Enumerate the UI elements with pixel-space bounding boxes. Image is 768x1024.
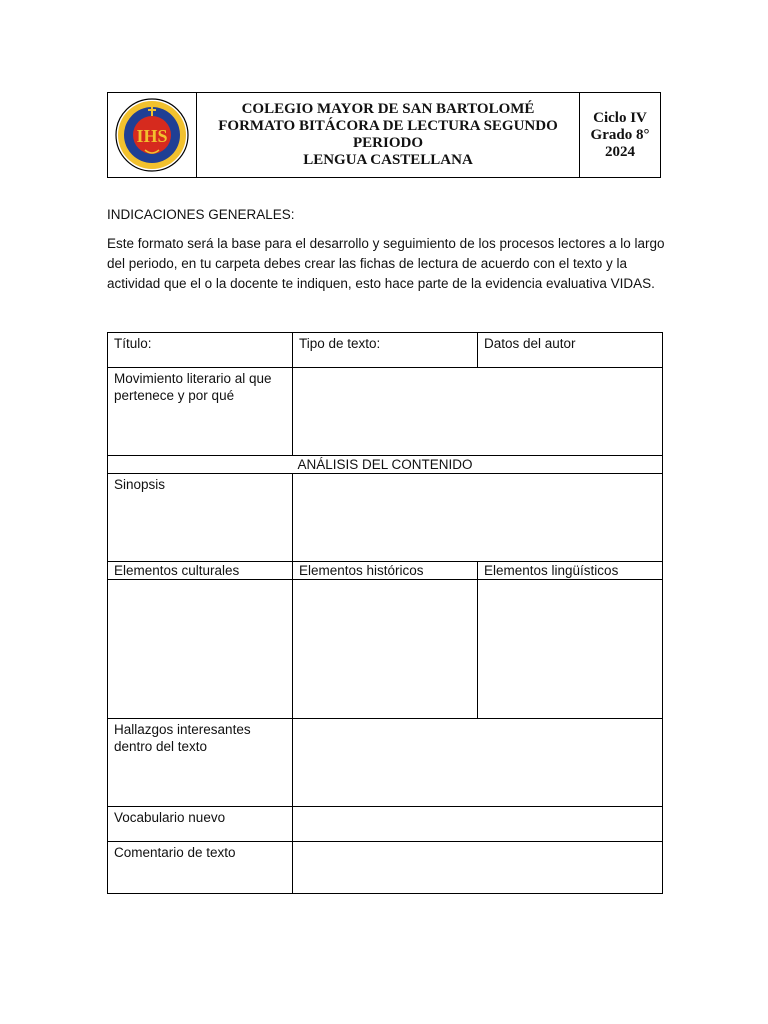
label-sinopsis: Sinopsis xyxy=(108,474,293,562)
field-sinopsis[interactable] xyxy=(293,474,663,562)
label-historicos: Elementos históricos xyxy=(293,562,478,580)
field-hallazgos[interactable] xyxy=(293,719,663,807)
cycle-label: Ciclo IV xyxy=(593,109,647,126)
label-linguisticos: Elementos lingüísticos xyxy=(478,562,663,580)
field-linguisticos[interactable] xyxy=(478,580,663,719)
label-movimiento: Movimiento literario al que pertenece y por qué xyxy=(108,368,293,456)
header-cycle-info xyxy=(580,93,660,177)
year-label: 2024 xyxy=(605,143,635,160)
indications-title: INDICACIONES GENERALES: xyxy=(107,207,295,222)
form-row-analisis xyxy=(108,456,663,474)
form-row-elementos-labels xyxy=(108,562,663,580)
form-row-title xyxy=(108,333,663,368)
header-title-line-4: LENGUA CASTELLANA xyxy=(303,152,473,168)
field-titulo[interactable]: Título: xyxy=(108,333,293,368)
header-title-line-2: FORMATO BITÁCORA DE LECTURA SEGUNDO xyxy=(218,118,558,134)
indications-body: Este formato será la base para el desarrollo y seguimiento de los procesos lectores a lo largo del periodo, en tu carpeta debes crear las fichas de lectura de acuerdo con el texto y la actividad que el o la docente te indiquen, esto hace parte de la evidencia evaluativa VIDAS. xyxy=(107,236,665,291)
form-row-hallazgos xyxy=(108,719,663,807)
field-vocabulario[interactable] xyxy=(293,807,663,842)
header-title-line-1: COLEGIO MAYOR DE SAN BARTOLOMÉ xyxy=(241,101,535,117)
form-row-comentario xyxy=(108,842,663,894)
form-row-elementos-fields xyxy=(108,580,663,719)
label-hallazgos: Hallazgos interesantes dentro del texto xyxy=(108,719,293,807)
document-header xyxy=(107,92,661,178)
field-datos-autor[interactable]: Datos del autor xyxy=(478,333,663,368)
school-seal-logo xyxy=(115,98,189,172)
form-row-vocabulario xyxy=(108,807,663,842)
logo-cell xyxy=(108,93,197,177)
reading-log-form xyxy=(107,332,663,894)
form-row-sinopsis xyxy=(108,474,663,562)
logo-letters: IHS xyxy=(136,126,168,146)
field-historicos[interactable] xyxy=(293,580,478,719)
label-comentario: Comentario de texto xyxy=(108,842,293,894)
header-title xyxy=(197,93,580,177)
label-culturales: Elementos culturales xyxy=(108,562,293,580)
grade-label: Grado 8° xyxy=(590,126,650,143)
label-vocabulario: Vocabulario nuevo xyxy=(108,807,293,842)
field-tipo-texto[interactable]: Tipo de texto: xyxy=(293,333,478,368)
field-comentario[interactable] xyxy=(293,842,663,894)
form-row-movimiento xyxy=(108,368,663,456)
field-culturales[interactable] xyxy=(108,580,293,719)
field-movimiento[interactable] xyxy=(293,368,663,456)
header-title-line-3: PERIODO xyxy=(352,135,423,151)
section-analisis: ANÁLISIS DEL CONTENIDO xyxy=(108,456,663,474)
